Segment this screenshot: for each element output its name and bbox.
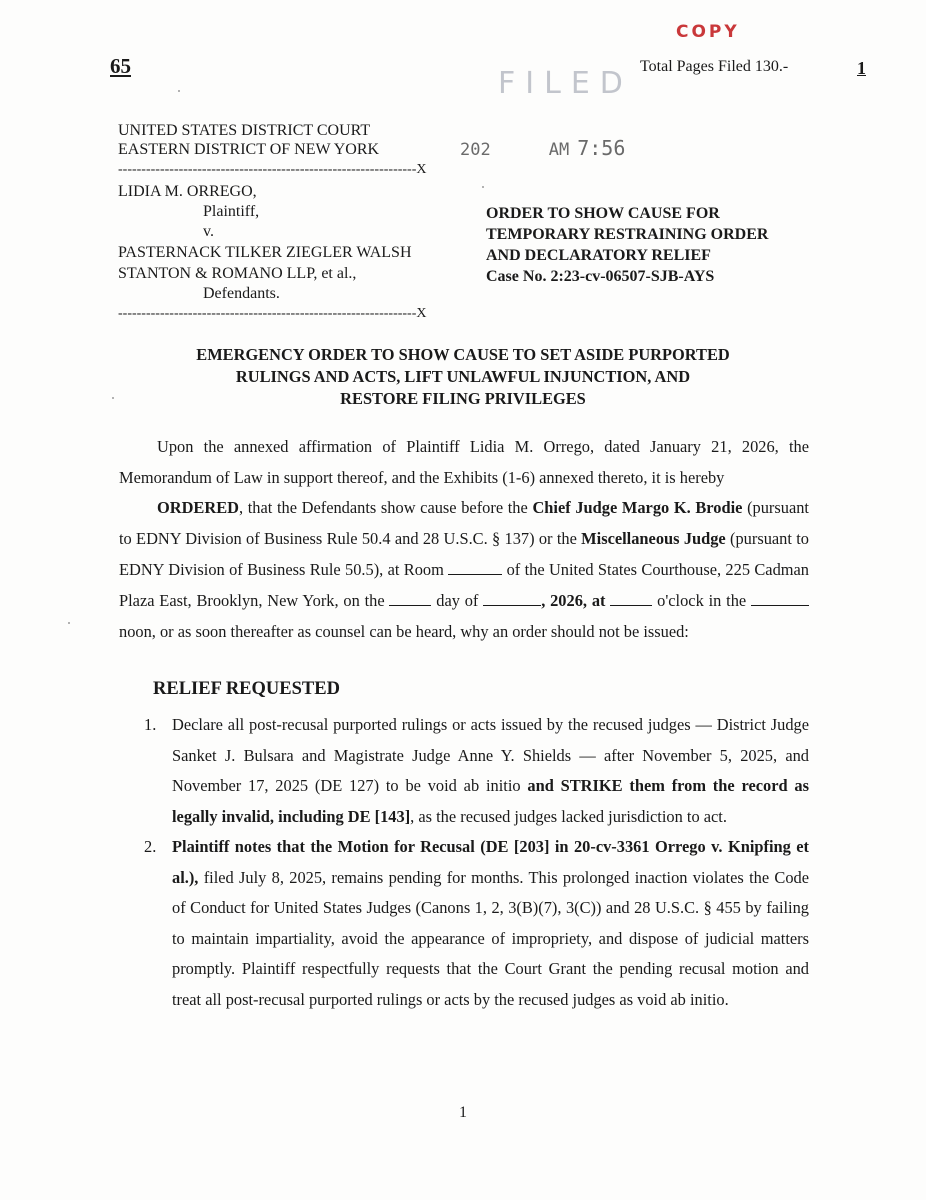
page-number-footer: 1 [459,1104,467,1121]
relief-item-2-motion: Plaintiff notes that the Motion for Recusal (DE [203] in 20-cv-3361 Orrego v. Knipfing et al.), [172,837,809,887]
day-blank [389,591,431,606]
year-text: , 2026, [541,591,587,610]
defendant-name-line1: PASTERNACK TILKER ZIEGLER WALSH [118,244,412,261]
ordered-text-6: o'clock in the [652,591,751,610]
relief-item-2-part2: filed July 8, 2025, remains pending for months. This prolonged inaction violates the Code of Conduct for United States Judges (Canons 1, 2, 3(B)(7), 3(C)) and 28 U.S.C. § 455 by failing to maintain impartiality, avoid the appearance of impropriety, and dispose of judicial matters promptly. Plaintiff respectfully requests that the Court Grant the pending recusal motion and treat all post-recusal purported rulings or acts by the recused judges as void ab initio. [172,867,809,1009]
plaintiff-name: LIDIA M. ORREGO, [118,183,257,200]
caption-separator-top: ----------------------------------------------------------------X [118,162,427,177]
defendant-name-line2: STANTON & ROMANO LLP, et al., [118,265,357,282]
chief-judge-name: Chief Judge Margo K. Brodie [532,498,743,517]
at-keyword: at [591,591,606,610]
ordered-keyword: ORDERED [157,498,239,517]
ordered-text-1: , that the Defendants show cause before the [238,498,533,517]
filed-stamp: FILED [498,66,633,101]
relief-item-1-part1: Declare all post-recusal purported rulings or acts issued by the recused judges — District Judge Sanket J. Bulsara and Magistrate Judge Anne Y. Shields — after November 5, 2025, and November 17, 2025 (DE 127) to be void ab initio [172,715,809,795]
relief-item-1-part3: , as the recused judges lacked jurisdiction to act. [410,806,727,826]
ordered-text-7: noon, or as soon thereafter as counsel can be heard, why an order should not be issued: [119,622,689,641]
order-title-line3: AND DECLARATORY RELIEF [486,247,711,264]
ordered-text-2: (pursuant to EDNY Division of Business Rule 50.4 and 28 U.S.C. § 137) or the [119,498,809,548]
total-pages-filed: Total Pages Filed 130.- [640,58,789,75]
ordered-text-5: day of [431,591,484,610]
hour-blank [610,591,652,606]
intro-paragraph: Upon the annexed affirmation of Plaintiff Lidia M. Orrego, dated January 21, 2026, the Memorandum of Law in support thereof, and the Exhibits (1-6) annexed thereto, it is hereby [119,437,809,487]
time-stamp-value: 7:56 [577,136,626,160]
month-blank [483,591,541,606]
court-name-line2: EASTERN DISTRICT OF NEW YORK [118,141,380,158]
document-heading [0,344,926,410]
time-of-day-blank [751,591,809,606]
scan-speck [178,90,180,92]
room-blank [448,560,502,575]
defendant-role: Defendants. [203,285,280,302]
scan-speck [68,622,70,624]
order-title-block [486,203,768,287]
ordered-paragraph [119,492,809,647]
versus-text: v. [203,223,214,240]
relief-item-1-text [172,710,809,832]
relief-item-2-text [172,832,809,1015]
heading-line2: RULINGS AND ACTS, LIFT UNLAWFUL INJUNCTION, AND [235,367,691,386]
date-stamp-am: AM [548,140,570,160]
document-number: 65 [110,54,131,78]
relief-item-1-strike: and STRIKE them from the record as legally invalid, including DE [143] [172,776,809,826]
page-number-top: 1 [857,58,866,78]
heading-line3: RESTORE FILING PRIVILEGES [340,389,586,408]
court-name-line1: UNITED STATES DISTRICT COURT [118,122,371,139]
relief-item-2-number: 2. [144,837,157,856]
scan-speck [112,397,114,399]
order-title-line2: TEMPORARY RESTRAINING ORDER [486,226,769,243]
relief-requested-heading: RELIEF REQUESTED [153,679,340,699]
scan-speck [482,186,484,188]
heading-line1: EMERGENCY ORDER TO SHOW CAUSE TO SET ASIDE PURPORTED [196,345,730,364]
caption-separator-bottom: ----------------------------------------------------------------X [118,306,427,321]
date-stamp-year: 202 [460,140,491,160]
miscellaneous-judge: Miscellaneous Judge [581,529,726,548]
ordered-text-4: of the United States Courthouse, 225 Cadman Plaza East, Brooklyn, New York, on the [119,560,809,610]
relief-item-1-number: 1. [144,715,157,734]
plaintiff-role: Plaintiff, [203,203,260,220]
order-title-line1: ORDER TO SHOW CAUSE FOR [486,205,720,222]
case-number: Case No. 2:23-cv-06507-SJB-AYS [486,268,715,285]
copy-stamp: COPY [676,22,740,42]
date-time-stamp [460,136,625,160]
ordered-text-3: (pursuant to EDNY Division of Business Rule 50.5), at Room [119,529,809,579]
